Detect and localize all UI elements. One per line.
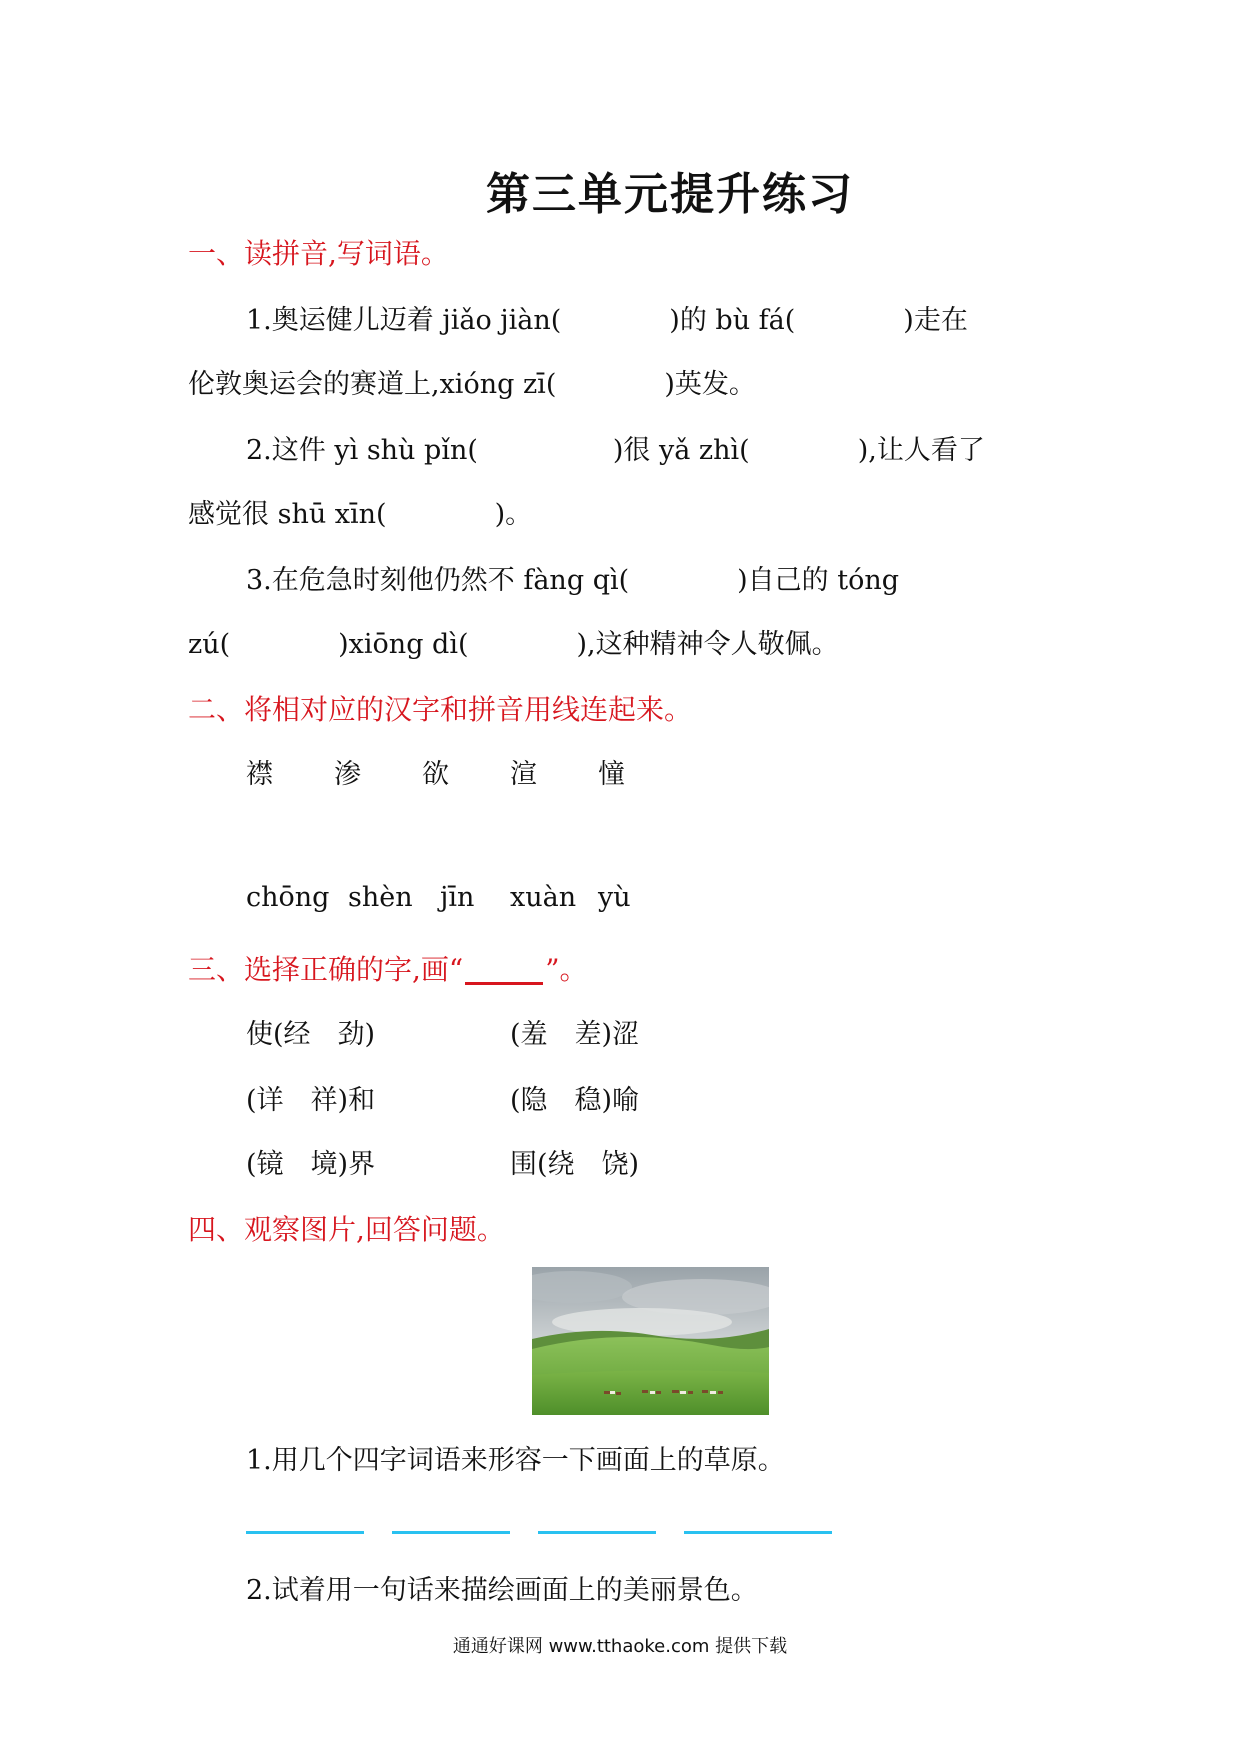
hanzi-1: 襟 [246, 759, 273, 790]
s1-line-4: 感觉很 shū xīn( )。 [188, 499, 533, 530]
answer-blank-2[interactable] [392, 1531, 510, 1534]
s1-line-1: 1.奥运健儿迈着 jiǎo jiàn( )的 bù fá( )走在 [246, 305, 968, 336]
hanzi-2: 渗 [334, 759, 361, 790]
choice-left-2: (详 祥)和 [246, 1085, 376, 1116]
pinyin-1: chōng [246, 882, 330, 913]
choice-right-3: 围(绕 饶) [510, 1149, 640, 1180]
choice-right-1: (羞 差)涩 [510, 1019, 640, 1050]
answer-blank-3[interactable] [538, 1531, 656, 1534]
pinyin-3: jīn [440, 882, 475, 913]
underline-sample [465, 954, 543, 985]
s1-line-5: 3.在危急时刻他仍然不 fàng qì( )自己的 tóng [246, 565, 900, 596]
question-1: 1.用几个四字词语来形容一下画面上的草原。 [246, 1445, 785, 1476]
choice-left-3: (镜 境)界 [246, 1149, 376, 1180]
section-3-heading: 三、选择正确的字,画“ ”。 [188, 953, 588, 986]
s1-line-3: 2.这件 yì shù pǐn( )很 yǎ zhì( ),让人看了 [246, 435, 985, 466]
choice-right-2: (隐 稳)喻 [510, 1085, 640, 1116]
pinyin-4: xuàn [510, 882, 577, 913]
grassland-photo [532, 1267, 769, 1415]
footer-text: 通通好课网 www.tthaoke.com 提供下载 [452, 1636, 788, 1657]
choice-left-1: 使(经 劲) [246, 1019, 376, 1050]
s1-line-6: zú( )xiōng dì( ),这种精神令人敬佩。 [188, 629, 839, 660]
section-1-heading: 一、读拼音,写词语。 [188, 237, 449, 270]
answer-blank-1[interactable] [246, 1531, 364, 1534]
pinyin-5: yù [598, 882, 631, 913]
hanzi-4: 渲 [510, 759, 537, 790]
question-2: 2.试着用一句话来描绘画面上的美丽景色。 [246, 1575, 758, 1606]
section-2-heading: 二、将相对应的汉字和拼音用线连起来。 [188, 693, 693, 726]
page-title: 第三单元提升练习 [486, 169, 854, 220]
hanzi-5: 憧 [598, 759, 625, 790]
s1-line-2: 伦敦奥运会的赛道上,xióng zī( )英发。 [188, 369, 756, 400]
answer-blank-4[interactable] [684, 1531, 832, 1534]
section-4-heading: 四、观察图片,回答问题。 [188, 1213, 505, 1246]
pinyin-2: shèn [348, 882, 413, 913]
hanzi-3: 欲 [422, 759, 449, 790]
